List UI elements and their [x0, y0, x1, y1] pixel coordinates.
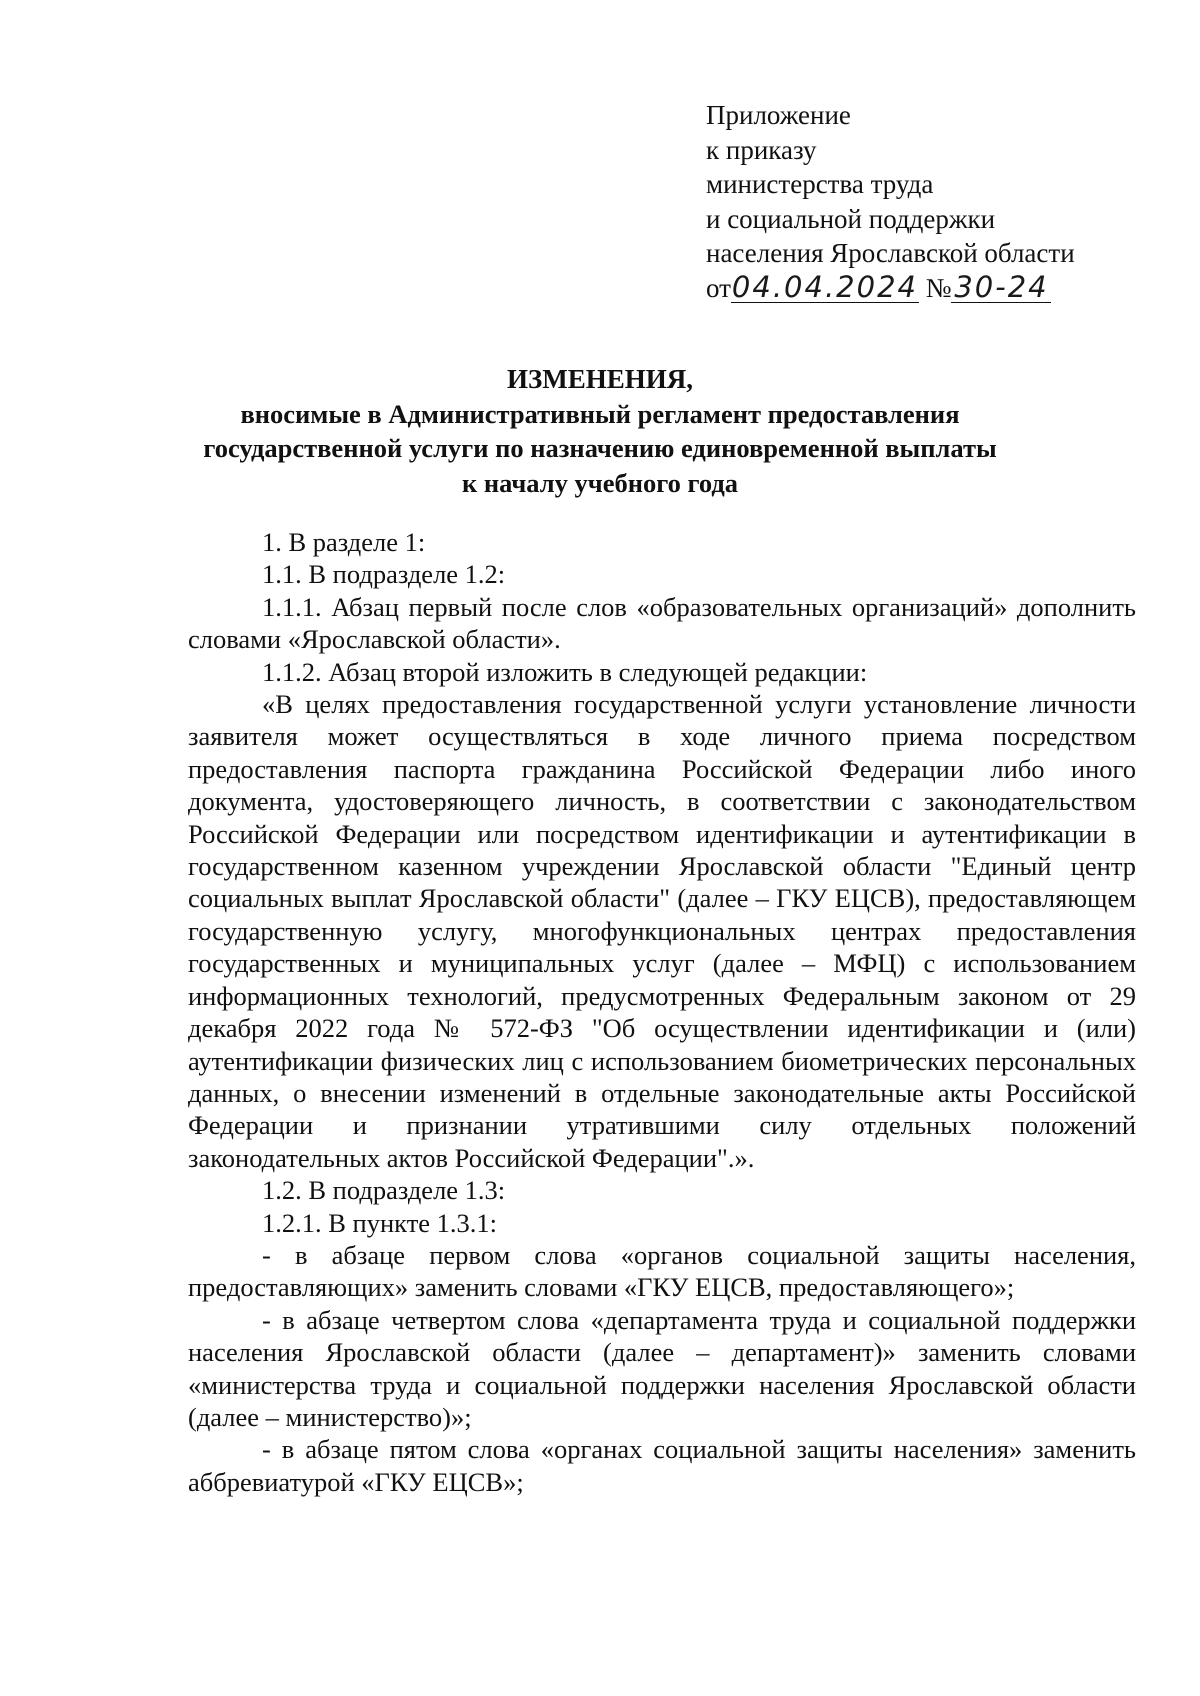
- date-number-line: [706, 271, 1146, 305]
- appendix-header: [706, 98, 1146, 305]
- appendix-line: Приложение: [706, 100, 851, 130]
- date-field: [731, 269, 919, 304]
- appendix-line: и социальной поддержки: [706, 203, 996, 234]
- body-paragraph: - в абзаце первом слова «органов социальной защиты населения, предоставляющих» заменить словами «ГКУ ЕЦСВ, предоставляющего»;: [188, 1239, 1136, 1303]
- body-paragraph: 1.1.2. Абзац второй изложить в следующей редакции:: [262, 656, 868, 687]
- appendix-line: к приказу: [706, 134, 817, 165]
- body-paragraph: 1.1.1. Абзац первый после слов «образовательных организаций» дополнить словами «Ярославской области».: [188, 591, 1136, 655]
- handwritten-date: 04.04.2024: [731, 269, 918, 304]
- body-paragraph: 1.1. В подразделе 1.2:: [262, 559, 506, 590]
- body-paragraph: 1.2.1. В пункте 1.3.1:: [262, 1207, 498, 1238]
- body-paragraph: - в абзаце четвертом слова «департамента труда и социальной поддержки населения Ярославской области (далее – департамент)» заменить словами «министерства труда и социальной поддержки населения Ярославской области (далее – министерство)»;: [188, 1304, 1136, 1432]
- body-paragraph: 1.2. В подразделе 1.3:: [262, 1175, 506, 1206]
- date-prefix: от: [706, 272, 731, 303]
- title-line: государственной услуги по назначению единовременной выплаты: [203, 433, 997, 463]
- document-title: [150, 362, 1050, 500]
- handwritten-number: 30-24: [954, 269, 1049, 304]
- body-paragraph: - в абзаце пятом слова «органах социальной защиты населения» заменить аббревиатурой «ГКУ ЕЦСВ»;: [188, 1434, 1136, 1497]
- appendix-line: населения Ярославской области: [706, 238, 1075, 268]
- appendix-line: министерства труда: [706, 169, 934, 199]
- title-line: к началу учебного года: [461, 467, 738, 498]
- title-main: ИЗМЕНЕНИЯ,: [506, 364, 693, 394]
- document-body: [188, 526, 1136, 1498]
- number-field: [951, 269, 1051, 304]
- number-prefix: №: [925, 272, 952, 303]
- title-line: вносимые в Административный регламент предоставления: [240, 398, 960, 429]
- body-paragraph: 1. В разделе 1:: [262, 527, 426, 557]
- body-paragraph: «В целях предоставления государственной услуги установление личности заявителя может осуществляться в ходе личного приема посредством предоставления паспорта гражданина Российской Федерации либо иного документа, удостоверяющего личность, в соответствии с законодательством Российской Федерации или посредством идентификации и аутентификации в государственном казенном учреждении Ярославской области "Единый центр социальных выплат Ярославской области" (далее – ГКУ ЕЦСВ), предоставляющем государственную услугу, многофункциональных центрах предоставления государственных и муниципальных услуг (далее – МФЦ) с использованием информационных технологий, предусмотренных Федеральным законом от 29 декабря 2022 года № 572-ФЗ "Об осуществлении идентификации и (или) аутентификации физических лиц с использованием биометрических персональных данных, о внесении изменений в отдельные законодательные акты Российской Федерации и признании утратившими силу отдельных положений законодательных актов Российской Федерации".».: [188, 689, 1136, 1173]
